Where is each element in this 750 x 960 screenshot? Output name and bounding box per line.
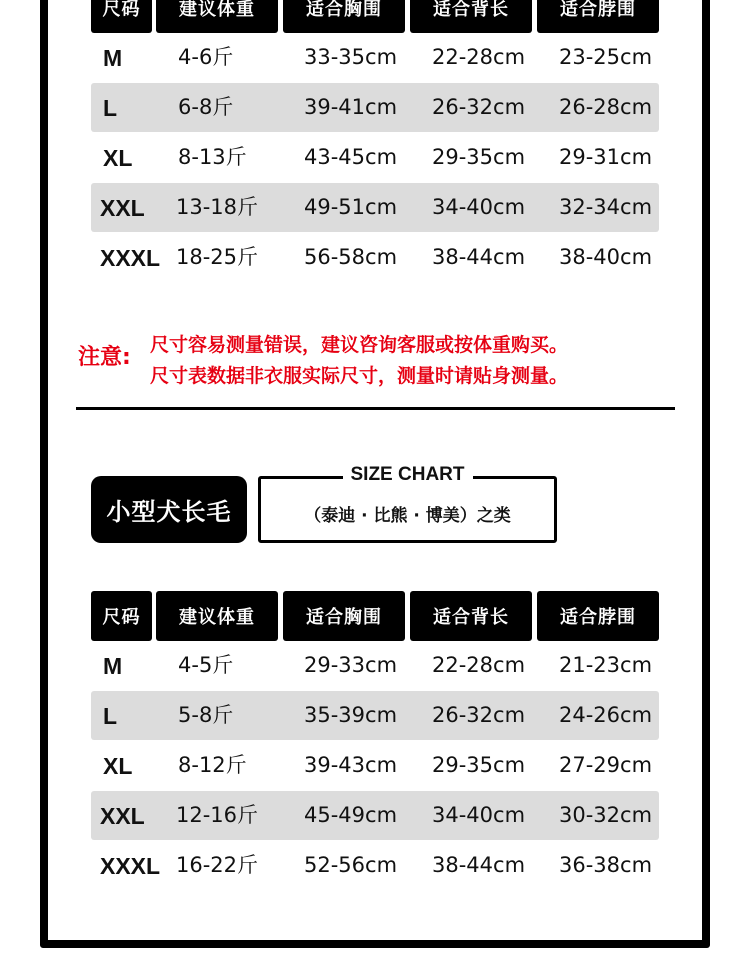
size-chart-title: SIZE CHART xyxy=(343,464,473,486)
table2-header-chest: 适合胸围 xyxy=(283,591,405,641)
neck-cell: 24-26cm xyxy=(559,703,653,727)
chest-cell: 56-58cm xyxy=(304,245,398,269)
weight-cell: 8-13斤 xyxy=(178,145,247,169)
table1-header-weight: 建议体重 xyxy=(156,0,278,33)
chest-cell: 39-41cm xyxy=(304,95,398,119)
chest-cell: 33-35cm xyxy=(304,45,398,69)
size-label: L xyxy=(103,95,118,121)
size-label: XXL xyxy=(100,195,145,221)
table1-header-size: 尺码 xyxy=(91,0,152,33)
size-label: XXXL xyxy=(100,245,161,271)
neck-cell: 30-32cm xyxy=(559,803,653,827)
chest-cell: 29-33cm xyxy=(304,653,398,677)
note-line-2: 尺寸表数据非衣服实际尺寸，测量时请贴身测量。 xyxy=(150,365,569,387)
size-label: XXL xyxy=(100,803,145,829)
weight-cell: 13-18斤 xyxy=(176,195,259,219)
neck-cell: 38-40cm xyxy=(559,245,653,269)
size-label: XXXL xyxy=(100,853,161,879)
category-badge: 小型犬长毛 xyxy=(91,476,247,543)
neck-cell: 29-31cm xyxy=(559,145,653,169)
weight-cell: 4-5斤 xyxy=(178,653,234,677)
weight-cell: 12-16斤 xyxy=(176,803,259,827)
table2-header-size: 尺码 xyxy=(91,591,152,641)
table1-header-neck: 适合脖围 xyxy=(537,0,659,33)
back-cell: 26-32cm xyxy=(432,95,526,119)
size-label: XL xyxy=(103,753,133,779)
weight-cell: 6-8斤 xyxy=(178,95,234,119)
chest-cell: 52-56cm xyxy=(304,853,398,877)
weight-cell: 18-25斤 xyxy=(176,245,259,269)
weight-cell: 4-6斤 xyxy=(178,45,234,69)
note-label: 注意: xyxy=(78,345,131,370)
chest-cell: 45-49cm xyxy=(304,803,398,827)
size-label: XL xyxy=(103,145,133,171)
back-cell: 38-44cm xyxy=(432,245,526,269)
note-line-1: 尺寸容易测量错误，建议咨询客服或按体重购买。 xyxy=(150,334,569,356)
back-cell: 22-28cm xyxy=(432,45,526,69)
section-divider xyxy=(76,407,675,410)
neck-cell: 27-29cm xyxy=(559,753,653,777)
chest-cell: 35-39cm xyxy=(304,703,398,727)
table2-header-neck: 适合脖围 xyxy=(537,591,659,641)
size-chart-box xyxy=(258,464,557,543)
back-cell: 38-44cm xyxy=(432,853,526,877)
back-cell: 29-35cm xyxy=(432,753,526,777)
back-cell: 22-28cm xyxy=(432,653,526,677)
back-cell: 29-35cm xyxy=(432,145,526,169)
table2-header-back: 适合背长 xyxy=(410,591,532,641)
size-label: M xyxy=(103,653,123,679)
chest-cell: 43-45cm xyxy=(304,145,398,169)
back-cell: 34-40cm xyxy=(432,803,526,827)
neck-cell: 23-25cm xyxy=(559,45,653,69)
back-cell: 26-32cm xyxy=(432,703,526,727)
back-cell: 34-40cm xyxy=(432,195,526,219)
neck-cell: 32-34cm xyxy=(559,195,653,219)
weight-cell: 16-22斤 xyxy=(176,853,259,877)
table1-header-back: 适合背长 xyxy=(410,0,532,33)
table2-header-weight: 建议体重 xyxy=(156,591,278,641)
breed-examples: （泰迪 · 比熊 · 博美）之类 xyxy=(304,506,511,526)
size-label: L xyxy=(103,703,118,729)
weight-cell: 8-12斤 xyxy=(178,753,247,777)
neck-cell: 36-38cm xyxy=(559,853,653,877)
weight-cell: 5-8斤 xyxy=(178,703,234,727)
neck-cell: 26-28cm xyxy=(559,95,653,119)
size-label: M xyxy=(103,45,123,71)
table1-header-chest: 适合胸围 xyxy=(283,0,405,33)
chest-cell: 49-51cm xyxy=(304,195,398,219)
neck-cell: 21-23cm xyxy=(559,653,653,677)
chest-cell: 39-43cm xyxy=(304,753,398,777)
